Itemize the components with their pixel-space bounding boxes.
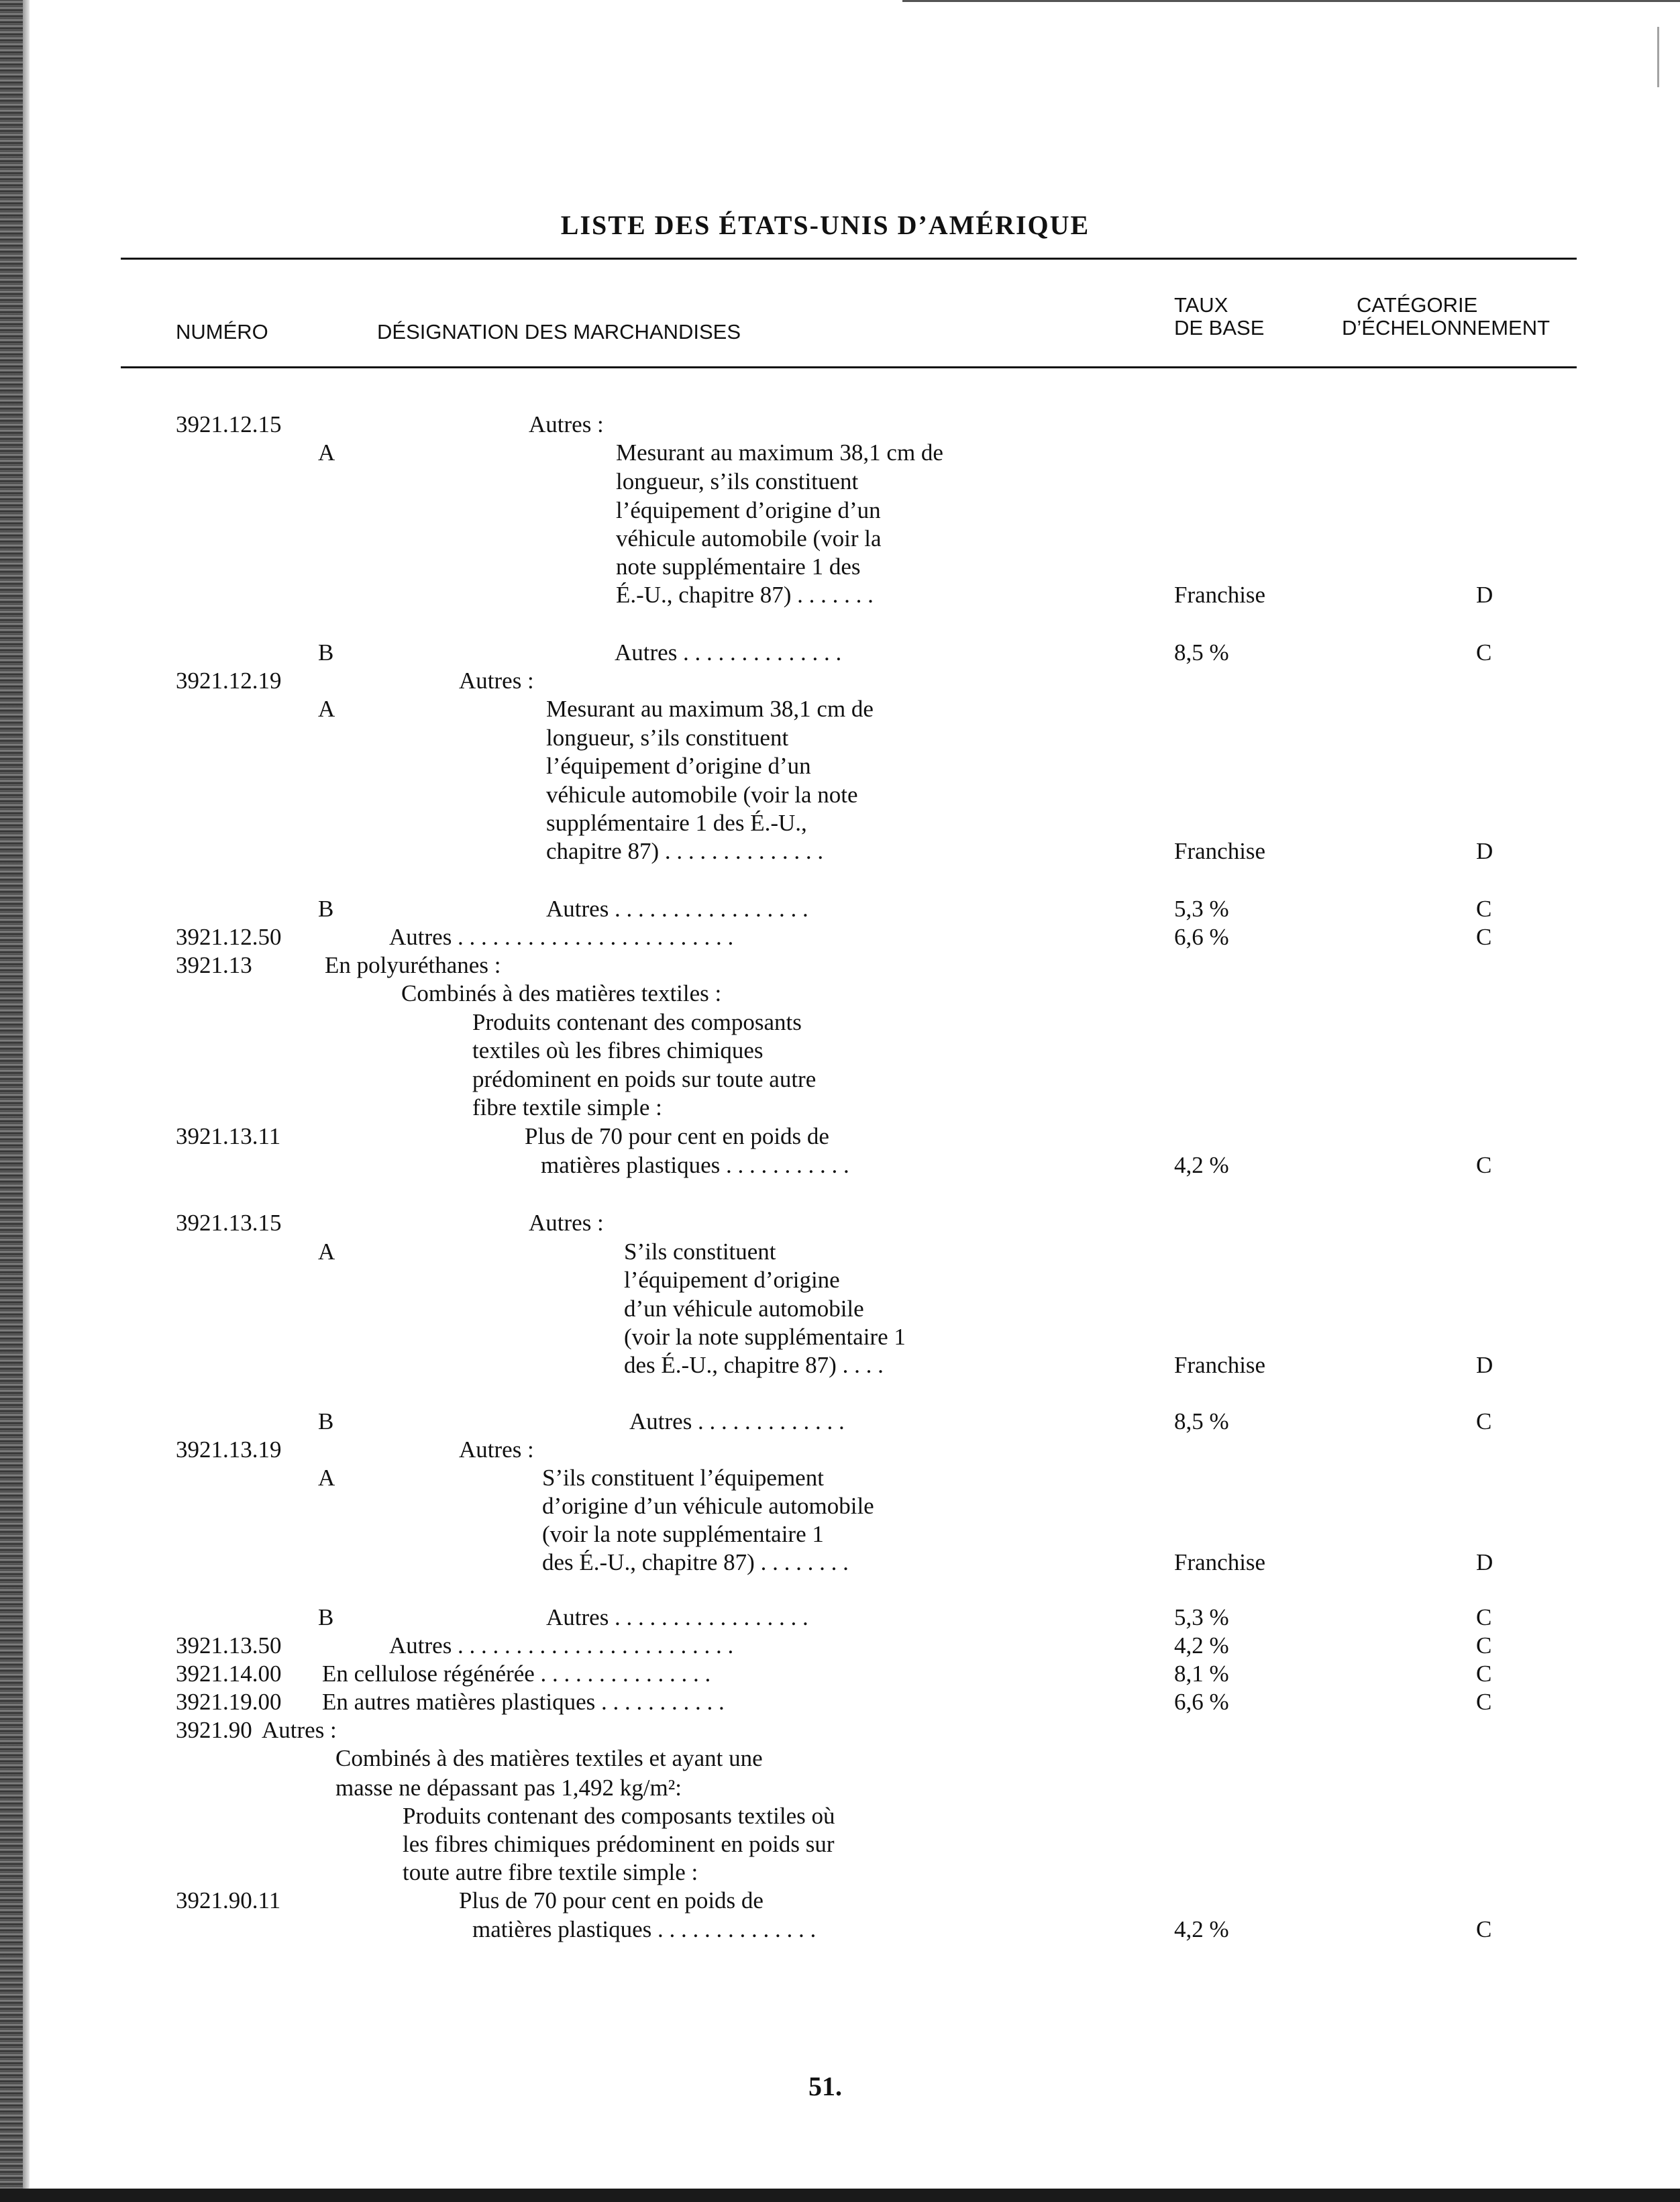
base-rate: 8,5 % <box>1174 639 1229 666</box>
table-row <box>176 1464 1578 1492</box>
goods-description: l’équipement d’origine <box>624 1267 840 1293</box>
table-row <box>176 895 1578 923</box>
goods-description: En polyuréthanes : <box>325 952 501 978</box>
table-row <box>176 1408 1578 1436</box>
table-row <box>176 553 1578 581</box>
table-row <box>176 1094 1578 1122</box>
table-row <box>176 809 1578 837</box>
goods-description: Autres : <box>459 668 534 694</box>
goods-description: Autres . . . . . . . . . . . . . . <box>615 639 842 666</box>
goods-description: textiles où les fibres chimiques <box>472 1037 764 1063</box>
goods-description: note supplémentaire 1 des <box>616 554 861 580</box>
table-row <box>176 1151 1578 1179</box>
table-row <box>176 980 1578 1008</box>
tariff-number: 3921.13.15 <box>176 1210 282 1236</box>
staging-category: D <box>1476 582 1493 608</box>
goods-description: En cellulose régénérée . . . . . . . . . . . . . . . <box>322 1661 711 1687</box>
table-row <box>176 411 1578 439</box>
table-row <box>176 1774 1578 1802</box>
goods-description: En autres matières plastiques . . . . . . . . . . . <box>322 1689 725 1715</box>
goods-description: l’équipement d’origine d’un <box>546 753 811 779</box>
table-row <box>176 439 1578 467</box>
header-taux-line2: DE BASE <box>1174 316 1265 339</box>
staging-category: C <box>1476 639 1492 666</box>
page-number: 51. <box>808 2071 842 2101</box>
tariff-number: 3921.13 <box>176 952 252 978</box>
table-row <box>176 1632 1578 1660</box>
tariff-number: 3921.12.19 <box>176 668 282 694</box>
staging-category: C <box>1476 1152 1492 1178</box>
subheading-letter: A <box>318 696 335 722</box>
table-row <box>176 1604 1578 1632</box>
scan-bottom-edge <box>0 2189 1680 2202</box>
goods-description: Plus de 70 pour cent en poids de <box>459 1887 764 1913</box>
goods-description: matières plastiques . . . . . . . . . . . <box>541 1152 849 1178</box>
tariff-number: 3921.90 <box>176 1717 252 1743</box>
staging-category: C <box>1476 1916 1492 1942</box>
subheading-letter: B <box>318 1604 334 1630</box>
table-row <box>176 581 1578 609</box>
table-row <box>176 781 1578 809</box>
goods-description: Autres . . . . . . . . . . . . . . . . . . . . . . . . <box>389 1632 734 1659</box>
base-rate: 6,6 % <box>1174 924 1229 950</box>
goods-description: (voir la note supplémentaire 1 <box>624 1324 906 1350</box>
goods-description: longueur, s’ils constituent <box>616 468 859 494</box>
table-row <box>176 667 1578 695</box>
page-title: LISTE DES ÉTATS-UNIS D’AMÉRIQUE <box>560 210 1090 240</box>
tariff-number: 3921.90.11 <box>176 1887 281 1913</box>
base-rate: 8,1 % <box>1174 1661 1229 1687</box>
goods-description: S’ils constituent <box>624 1239 776 1265</box>
base-rate: Franchise <box>1174 1549 1266 1575</box>
header-taux-line1: TAUX <box>1174 293 1228 317</box>
tariff-number: 3921.13.19 <box>176 1436 282 1463</box>
goods-description: prédominent en poids sur toute autre <box>472 1066 817 1092</box>
goods-description: Combinés à des matières textiles et ayant une <box>335 1745 763 1771</box>
goods-description: S’ils constituent l’équipement <box>542 1465 824 1491</box>
header-bottom-rule <box>121 366 1577 368</box>
table-row <box>176 1266 1578 1294</box>
base-rate: 6,6 % <box>1174 1689 1229 1715</box>
base-rate: Franchise <box>1174 582 1266 608</box>
goods-description: Autres . . . . . . . . . . . . . . . . . . . . . . . . <box>389 924 734 950</box>
staging-category: C <box>1476 1604 1492 1630</box>
table-row <box>176 496 1578 525</box>
staging-category: C <box>1476 896 1492 922</box>
table-row <box>176 1688 1578 1716</box>
table-row <box>176 837 1578 866</box>
base-rate: 4,2 % <box>1174 1632 1229 1659</box>
goods-description: Combinés à des matières textiles : <box>401 980 722 1006</box>
subheading-letter: B <box>318 639 334 666</box>
goods-description: véhicule automobile (voir la note <box>546 782 858 808</box>
base-rate: Franchise <box>1174 838 1266 864</box>
goods-description: (voir la note supplémentaire 1 <box>542 1521 824 1547</box>
table-row <box>176 752 1578 780</box>
table-row <box>176 1065 1578 1094</box>
goods-description: Autres . . . . . . . . . . . . . . . . . <box>546 896 808 922</box>
goods-description: Autres : <box>459 1436 534 1463</box>
table-row <box>176 1802 1578 1830</box>
table-row <box>176 1887 1578 1915</box>
table-row <box>176 1660 1578 1688</box>
staging-category: C <box>1476 1632 1492 1659</box>
scan-right-mark <box>1657 27 1679 87</box>
base-rate: 5,3 % <box>1174 896 1229 922</box>
goods-description: véhicule automobile (voir la <box>616 525 882 552</box>
goods-description: fibre textile simple : <box>472 1094 662 1120</box>
goods-description: d’origine d’un véhicule automobile <box>542 1493 874 1519</box>
staging-category: D <box>1476 1352 1493 1378</box>
table-row <box>176 951 1578 980</box>
table-row <box>176 639 1578 667</box>
header-top-rule <box>121 258 1577 260</box>
header-numero: NUMÉRO <box>176 320 268 344</box>
goods-description: matières plastiques . . . . . . . . . . . . . . <box>472 1916 817 1942</box>
staging-category: D <box>1476 838 1493 864</box>
staging-category: C <box>1476 1661 1492 1687</box>
table-row <box>176 1436 1578 1464</box>
goods-description: l’équipement d’origine d’un <box>616 497 881 523</box>
tariff-number: 3921.12.15 <box>176 411 282 437</box>
goods-description: longueur, s’ils constituent <box>546 725 789 751</box>
table-row <box>176 1830 1578 1858</box>
goods-description: É.-U., chapitre 87) . . . . . . . <box>616 582 874 608</box>
goods-description: Mesurant au maximum 38,1 cm de <box>546 696 874 722</box>
goods-description: Autres . . . . . . . . . . . . . . . . . <box>546 1604 808 1630</box>
table-row <box>176 1238 1578 1266</box>
table-row <box>176 525 1578 553</box>
table-row <box>176 1295 1578 1323</box>
scan-binding-shadow <box>23 0 30 2202</box>
base-rate: Franchise <box>1174 1352 1266 1378</box>
table-row <box>176 468 1578 496</box>
table-row <box>176 923 1578 951</box>
tariff-number: 3921.19.00 <box>176 1689 282 1715</box>
goods-description: Autres : <box>529 1210 604 1236</box>
table-row <box>176 1122 1578 1151</box>
goods-description: toute autre fibre textile simple : <box>403 1859 698 1885</box>
subheading-letter: A <box>318 1239 335 1265</box>
tariff-number: 3921.12.50 <box>176 924 282 950</box>
goods-description: les fibres chimiques prédominent en poids sur <box>403 1831 835 1857</box>
header-categorie-line2: D’ÉCHELONNEMENT <box>1342 316 1551 339</box>
table-row <box>176 695 1578 723</box>
header-categorie-line1: CATÉGORIE <box>1357 293 1478 317</box>
staging-category: D <box>1476 1549 1493 1575</box>
base-rate: 4,2 % <box>1174 1152 1229 1178</box>
staging-category: C <box>1476 924 1492 950</box>
base-rate: 8,5 % <box>1174 1408 1229 1434</box>
goods-description: Autres . . . . . . . . . . . . . <box>629 1408 845 1434</box>
table-row <box>176 1716 1578 1744</box>
subheading-letter: A <box>318 439 335 466</box>
table-row <box>176 1916 1578 1944</box>
goods-description: Plus de 70 pour cent en poids de <box>525 1123 829 1149</box>
table-row <box>176 1209 1578 1237</box>
base-rate: 5,3 % <box>1174 1604 1229 1630</box>
table-row <box>176 1008 1578 1037</box>
goods-description: Produits contenant des composants <box>472 1009 802 1035</box>
table-row <box>176 1037 1578 1065</box>
subheading-letter: B <box>318 896 334 922</box>
goods-description: Produits contenant des composants textiles où <box>403 1803 835 1829</box>
subheading-letter: A <box>318 1465 335 1491</box>
staging-category: C <box>1476 1408 1492 1434</box>
table-row <box>176 1492 1578 1520</box>
goods-description: des É.-U., chapitre 87) . . . . . . . . <box>542 1549 849 1575</box>
staging-category: C <box>1476 1689 1492 1715</box>
goods-description: chapitre 87) . . . . . . . . . . . . . . <box>546 838 824 864</box>
tariff-number: 3921.14.00 <box>176 1661 282 1687</box>
goods-description: d’un véhicule automobile <box>624 1296 864 1322</box>
goods-description: masse ne dépassant pas 1,492 kg/m²: <box>335 1775 682 1801</box>
scan-top-edge <box>902 0 1680 2</box>
table-row <box>176 1351 1578 1379</box>
table-row <box>176 1520 1578 1549</box>
table-row <box>176 1858 1578 1887</box>
goods-description: Mesurant au maximum 38,1 cm de <box>616 439 943 466</box>
header-designation: DÉSIGNATION DES MARCHANDISES <box>377 320 741 344</box>
goods-description: supplémentaire 1 des É.-U., <box>546 810 807 836</box>
scan-binding-edge <box>0 0 23 2202</box>
goods-description: Autres : <box>262 1717 337 1743</box>
tariff-number: 3921.13.11 <box>176 1123 281 1149</box>
tariff-number: 3921.13.50 <box>176 1632 282 1659</box>
goods-description: Autres : <box>529 411 604 437</box>
table-row <box>176 1549 1578 1577</box>
table-row <box>176 724 1578 752</box>
table-row <box>176 1744 1578 1773</box>
subheading-letter: B <box>318 1408 334 1434</box>
table-row <box>176 1323 1578 1351</box>
base-rate: 4,2 % <box>1174 1916 1229 1942</box>
goods-description: des É.-U., chapitre 87) . . . . <box>624 1352 884 1378</box>
